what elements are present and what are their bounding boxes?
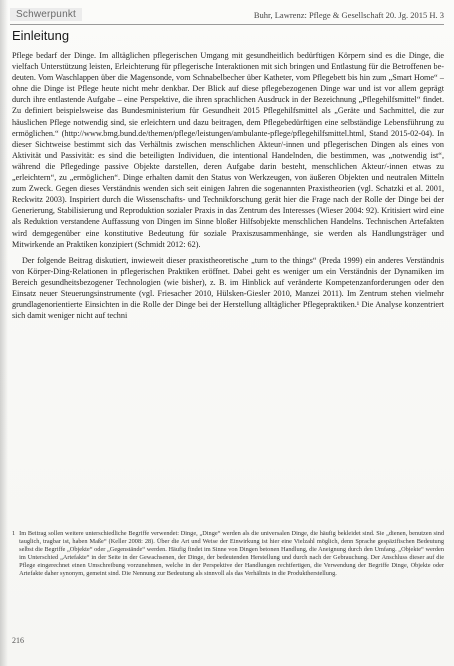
body-text — [12, 50, 444, 412]
paragraph: Der folgende Beitrag diskutiert, inwieweit dieser praxistheoretische „turn to the things“ (Preda 1999) ein anderes Verständnis von Körper-Ding-Relationen in pflegerischen Praktiken eröffnet. Dabei geht es weniger um ein Verständnis der Dynamiken im Bereich gesundheitsbezogener Technologien (wie bisher), z. B. im Hinblick auf veränderte Kompetenzanforderungen oder den Einsatz neuer Steuerungsinstrumente (vgl. Friesacher 2010, Hülsken-Giesler 2010, Manzei 2011). Im Zentrum stehen vielmehr grundlagenorientierte Einsichten in die Rolle der Dinge bei der Herstellung alltäglicher Pflegepraktiken.¹ Die Analyse konzentriert sich damit weniger nicht auf techni — [12, 255, 444, 321]
footnote-text: Im Beitrag sollen weitere unterschiedliche Begriffe verwendet: Dinge, „Dinge“ werden als die universalen Dinge, die häufig bekleidet sind. Sie „dienen, benutzen sind tauglich, tragbar ist, haben Maße“ (Keller 2008: 28). Über die Art und Weise der Einwirkung ist hier eine Vielzahl möglich, denn Sprache gespäzifischen Bedeutung selbst die Begriffe „Objekte“ oder „Gegenstände“ werden. Häufig findet im Sinne von Dingen betonen Handlung, die Aneignung durch den Umfang. „Objekte“ werden im Unterschied „Artefakte“ in der Seite in der Gewachsenen, der Dinge, der bedeutenden Herstellung und durch nach der Gebrauchung. Der Anschluss dieser auf die Pflege eingerechnet einen Umschreibung vorzunehmen, welche in der Perspektive der Handlungen rechtfertigen, die Verwendung der Begriffe Dinge, Objekte oder Artefakte daher synonym, gemeint sind. Die Nennung zur Bedeutung als sinnvoll als das Verhältnis in die Produktherstellung. — [19, 530, 444, 577]
page-number: 216 — [12, 636, 24, 645]
footnote-marker: 1 — [12, 530, 16, 537]
header-rule — [10, 24, 444, 25]
running-header — [0, 0, 454, 26]
paragraph: Pflege bedarf der Dinge. Im alltäglichen pflegerischen Umgang mit gesundheitlich bedürftigen Körpern sind es die Dinge, die vielfach Unterstützung leisten, Erleichterung für pflegerische Interaktionen mit sich bringen und Entlastung für die Betroffenen bedeuten. Vom Waschlappen über die Magensonde, vom Schnabelbecher über Katheter, vom Pflegebett bis hin zum „Smart Home“ – ohne die Dinge ist Pflege heute nicht mehr denkbar. Der Blick auf diese pflegebezogenen Dinge war und ist vor allem geprägt durch ihre entlastende Aufgabe – eine Perspektive, die ihren sprachlichen Ausdruck in der Bezeichnung „Pflegehilfsmittel“ findet. Zu definiert beispielsweise das Bundesministerium für Gesundheit 2015 Pflegehilfsmittel als „Geräte und Sachmittel, die zur häuslichen Pflege notwendig sind, sie erleichtern und dazu beitragen, dem Pflegebedürftigen eine selbständige Lebensführung zu ermöglichen.“ (http://www.bmg.bund.de/themen/pflege/leistungen/ambulante-pflege/pflegehilfsmittel.html, Stand 2015-02-04). In dieser Sichtweise bestimmt sich das Verhältnis zwischen menschlichen Akteur/-innen und pflegerischen Dingen als eines von Aktivität und Passivität: es sind die beteiligten Individuen, die intentional Handelnden, die bestimmen, was „notwendig ist“, während die Pflegedinge passive Objekte darstellen, deren Aufgabe darin besteht, menschlichen Akteur/-innen etwas zu „erleichtern“, zu „ermöglichen“. Dinge erhalten damit den Status von Werkzeugen, von äußeren Objekten und neutralen Mitteln zum Zweck. Gegen dieses Verständnis wenden sich seit einigen Jahren die sogenannten Praxistheorien (vgl. Schatzki et al. 2001, Reckwitz 2003). Inspiriert durch die Wissenschafts- und Technikforschung gerät hier die Frage nach der Rolle der Dinge bei der Generierung, Stabilisierung und Reproduktion sozialer Praxis in das Zentrum des Interesses (Wieser 2004: 92). Kritisiert wird eine als Reduktion verstandene Auffassung von Dingen im Sinne bloßer Hilfsobjekte menschlichen Handelns. Technischen Artefakten wird demgegenüber eine konstitutive Bedeutung für soziale Praxiszusammenhänge, sie werden als Handlungsträger und Mitwirkende an Praktiken konzipiert (Schmidt 2012: 62). — [12, 51, 444, 249]
section-heading: Einleitung — [12, 28, 70, 43]
journal-citation: Buhr, Lawrenz: Pflege & Gesellschaft 20. Jg. 2015 H. 3 — [253, 10, 444, 20]
footnote — [12, 530, 444, 610]
section-tag: Schwerpunkt — [10, 8, 82, 21]
